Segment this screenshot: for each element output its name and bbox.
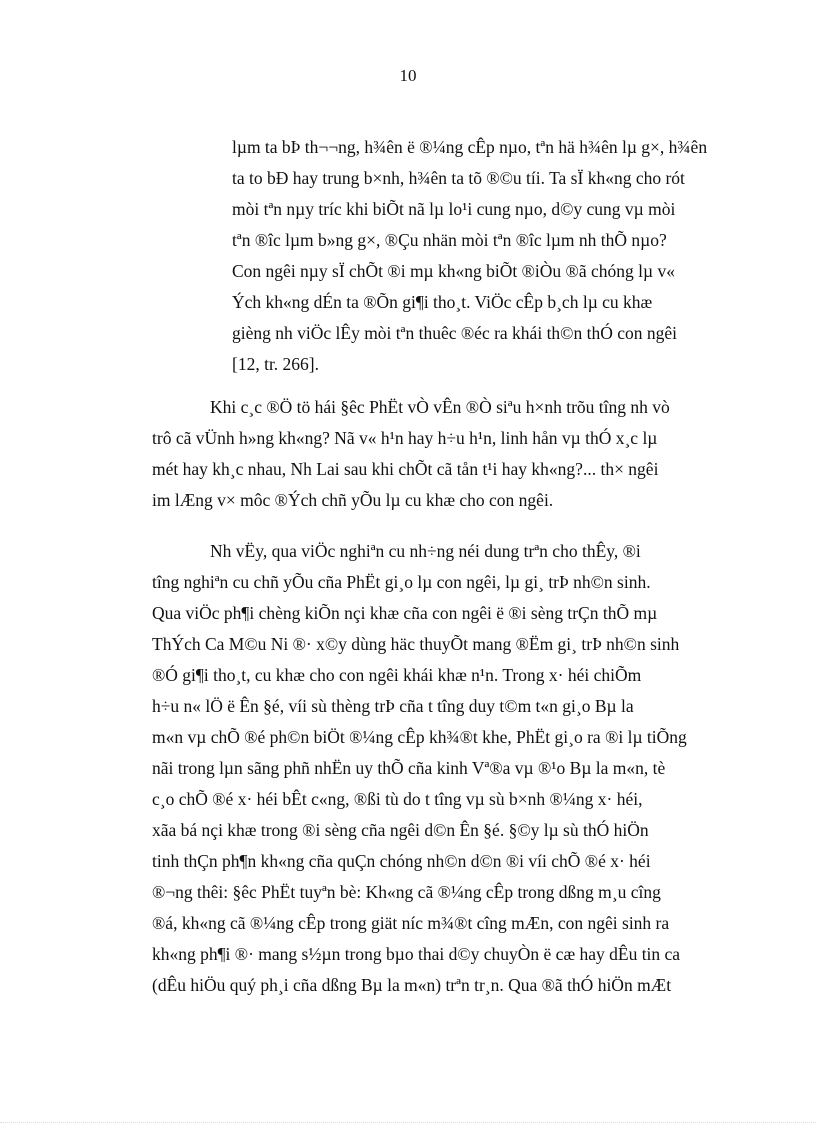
paragraph-line: h÷u n« lÖ ë Ên §é, víi sù thèng trÞ cña t tîng duy t©m t«n gi¸o Bµ la [152,696,634,716]
paragraph-2 [152,536,766,1001]
quote-line: ta to bÐ hay trung b×nh, h¾ên ta tõ ®©u tíi. Ta sÏ kh«ng cho rót [232,168,685,188]
paragraph-1 [152,392,766,516]
paragraph-line: ®á, kh«ng cã ®¼ng cÊp trong giät níc m¾®t cîng mÆn, con ngêi sinh ra [152,913,670,933]
quote-line: mòi tªn nµy tríc khi biÕt nã lµ lo¹i cung nµo, d©y cung vµ mòi [232,199,676,219]
quote-line: gièng nh viÖc lÊy mòi tªn thuêc ®éc ra khái th©n thÓ con ngêi [232,323,677,343]
quote-line: Ých kh«ng dÉn ta ®Õn gi¶i tho¸t. ViÖc cÊp b¸ch lµ cu khæ [232,292,653,312]
paragraph-line: ®Ó gi¶i tho¸t, cu khæ cho con ngêi khái khæ n¹n. Trong x· héi chiÕm [152,665,642,685]
paragraph-line: m«n vµ chÕ ®é ph©n biÖt ®¼ng cÊp kh¾®t khe, PhËt gi¸o ra ®i lµ tiÕng [152,727,687,747]
paragraph-line: tinh thÇn ph¶n kh«ng cña quÇn chóng nh©n d©n ®i víi chÕ ®é x· héi [152,851,651,871]
block-quote [152,132,766,380]
body-text [152,120,766,1001]
paragraph-line: mét hay kh¸c nhau, Nh Lai sau khi chÕt cã tån t¹i hay kh«ng?... th× ngêi [152,459,659,479]
page-number: 10 [399,66,417,85]
paragraph-line: im lÆng v× môc ®Ých chñ yÕu lµ cu khæ cho con ngêi. [152,490,554,510]
quote-line: lµm ta bÞ th¬¬ng, h¾ên ë ®¼ng cÊp nµo, tªn hä h¾ên lµ g×, h¾ên [232,137,708,157]
paragraph-line: Nh vËy, qua viÖc nghiªn cu nh÷ng néi dung trªn cho thÊy, ®i [210,541,641,561]
paragraph-line: kh«ng ph¶i ®· mang s½µn trong bµo thai d©y chuyÒn ë cæ hay dÊu tin ca [152,944,681,964]
paragraph-line: c¸o chÕ ®é x· héi bÊt c«ng, ®ßi tù do t tîng vµ sù b×nh ®¼ng x· héi, [152,789,643,809]
paragraph-line: nãi trong lµn sãng phñ nhËn uy thÕ cña kinh Vª®a vµ ®¹o Bµ la m«n, tè [152,758,666,778]
paragraph-line: tîng nghiªn cu chñ yÕu cña PhËt gi¸o lµ con ngêi, lµ gi¸ trÞ nh©n sinh. [152,572,651,592]
quote-citation: [12, tr. 266]. [232,354,320,374]
paragraph-line: Khi c¸c ®Ö tö hái §êc PhËt vÒ vÊn ®Ò siªu h×nh trõu tîng nh vò [210,397,670,417]
paragraph-line: (dÊu hiÖu quý ph¸i cña dßng Bµ la m«n) trªn tr¸n. Qua ®ã thÓ hiÖn mÆt [152,975,672,995]
quote-line: Con ngêi nµy sÏ chÕt ®i mµ kh«ng biÕt ®iÒu ®ã chóng lµ v« [232,261,675,281]
paragraph-line: ThÝch Ca M©u Ni ®· x©y dùng häc thuyÕt mang ®Ëm gi¸ trÞ nh©n sinh [152,634,680,654]
paragraph-line: xãa bá nçi khæ trong ®i sèng cña ngêi d©n Ên §é. §©y lµ sù thÓ hiÖn [152,820,649,840]
quote-line: tªn ®îc lµm b»ng g×, ®Çu nhän mòi tªn ®îc lµm nh thÕ nµo? [232,230,667,250]
paragraph-line: ®¬ng thêi: §êc PhËt tuyªn bè: Kh«ng cã ®¼ng cÊp trong dßng m¸u cîng [152,882,661,902]
paragraph-line: Qua viÖc ph¶i chèng kiÕn nçi khæ cña con ngêi ë ®i sèng trÇn thÕ mµ [152,603,658,623]
paragraph-line: trô cã vÜnh h»ng kh«ng? Nã v« h¹n hay h÷u h¹n, linh hån vµ thÓ x¸c lµ [152,428,658,448]
